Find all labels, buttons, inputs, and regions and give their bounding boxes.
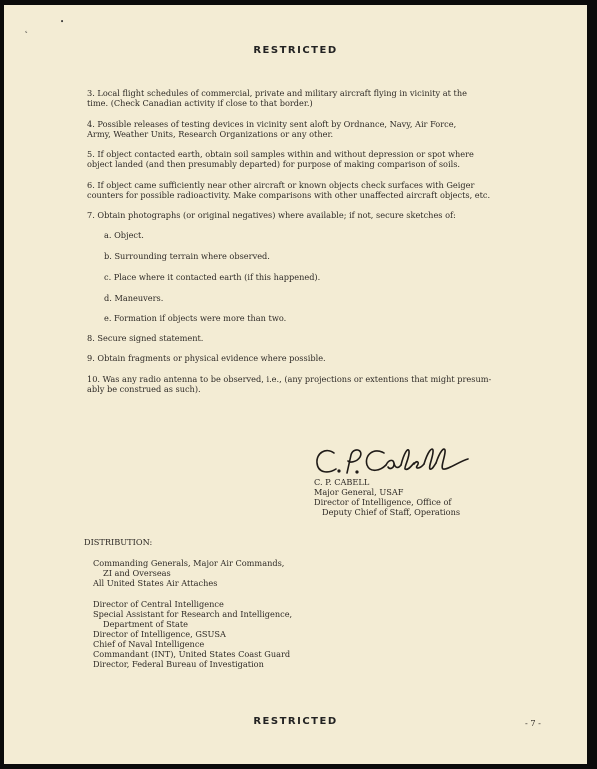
subitem-c: c. Place where it contacted earth (if this happened). (104, 272, 321, 282)
item-6-line-2: counters for possible radioactivity. Make comparisons with other unaffected aircraft objects, etc. (87, 190, 491, 200)
item-10-line-2: ably be construed as such). (87, 384, 201, 394)
distribution-entry: Director, Federal Bureau of Investigation (93, 659, 264, 669)
item-8-line-1: 8. Secure signed statement. (87, 333, 204, 343)
signer-title-3: Deputy Chief of Staff, Operations (322, 507, 461, 517)
item-3-line-1: 3. Local flight schedules of commercial, private and military aircraft flying in vicinity at the (87, 88, 467, 98)
item-10-line-1: 10. Was any radio antenna to be observed, i.e., (any projections or extentions that might presum- (87, 374, 492, 384)
distribution-entry: Commanding Generals, Major Air Commands, (93, 558, 285, 568)
item-5-line-2: object landed (and then presumably departed) for purpose of making comparison of soils. (87, 159, 461, 169)
item-4-line-2: Army, Weather Units, Research Organizations or any other. (87, 129, 334, 139)
item-7-line-1: 7. Obtain photographs (or original negatives) where available; if not, secure sketches of: (87, 210, 456, 220)
subitem-b: b. Surrounding terrain where observed. (104, 251, 270, 261)
subitem-a: a. Object. (104, 230, 144, 240)
page-number: - 7 - (525, 718, 541, 728)
item-9-line-1: 9. Obtain fragments or physical evidence where possible. (87, 353, 326, 363)
scan-mark: ˛ (24, 24, 29, 34)
item-3-line-2: time. (Check Canadian activity if close to that border.) (87, 98, 313, 108)
distribution-entry: ZI and Overseas (103, 568, 171, 578)
distribution-heading: DISTRIBUTION: (84, 537, 153, 547)
item-4-line-1: 4. Possible releases of testing devices in vicinity sent aloft by Ordnance, Navy, Air Force, (87, 119, 457, 129)
handwritten-signature (312, 443, 472, 479)
subitem-d: d. Maneuvers. (104, 293, 164, 303)
subitem-e: e. Formation if objects were more than two. (104, 313, 287, 323)
signer-title-2: Director of Intelligence, Office of (314, 497, 452, 507)
distribution-entry: Chief of Naval Intelligence (93, 639, 205, 649)
classification-footer: RESTRICTED (253, 716, 338, 727)
classification-header: RESTRICTED (253, 45, 338, 56)
distribution-entry: All United States Air Attaches (93, 578, 218, 588)
scan-mark: • (60, 18, 65, 26)
distribution-entry: Special Assistant for Research and Intelligence, (93, 609, 293, 619)
signer-title-1: Major General, USAF (314, 487, 404, 497)
item-6-line-1: 6. If object came sufficiently near other aircraft or known objects check surfaces with Geiger (87, 180, 475, 190)
distribution-entry: Department of State (103, 619, 188, 629)
distribution-entry: Director of Central Intelligence (93, 599, 224, 609)
signer-name: C. P. CABELL (314, 477, 370, 487)
item-5-line-1: 5. If object contacted earth, obtain soil samples within and without depression or spot where (87, 149, 474, 159)
document-page (4, 5, 587, 764)
distribution-entry: Director of Intelligence, GSUSA (93, 629, 226, 639)
distribution-entry: Commandant (INT), United States Coast Guard (93, 649, 291, 659)
